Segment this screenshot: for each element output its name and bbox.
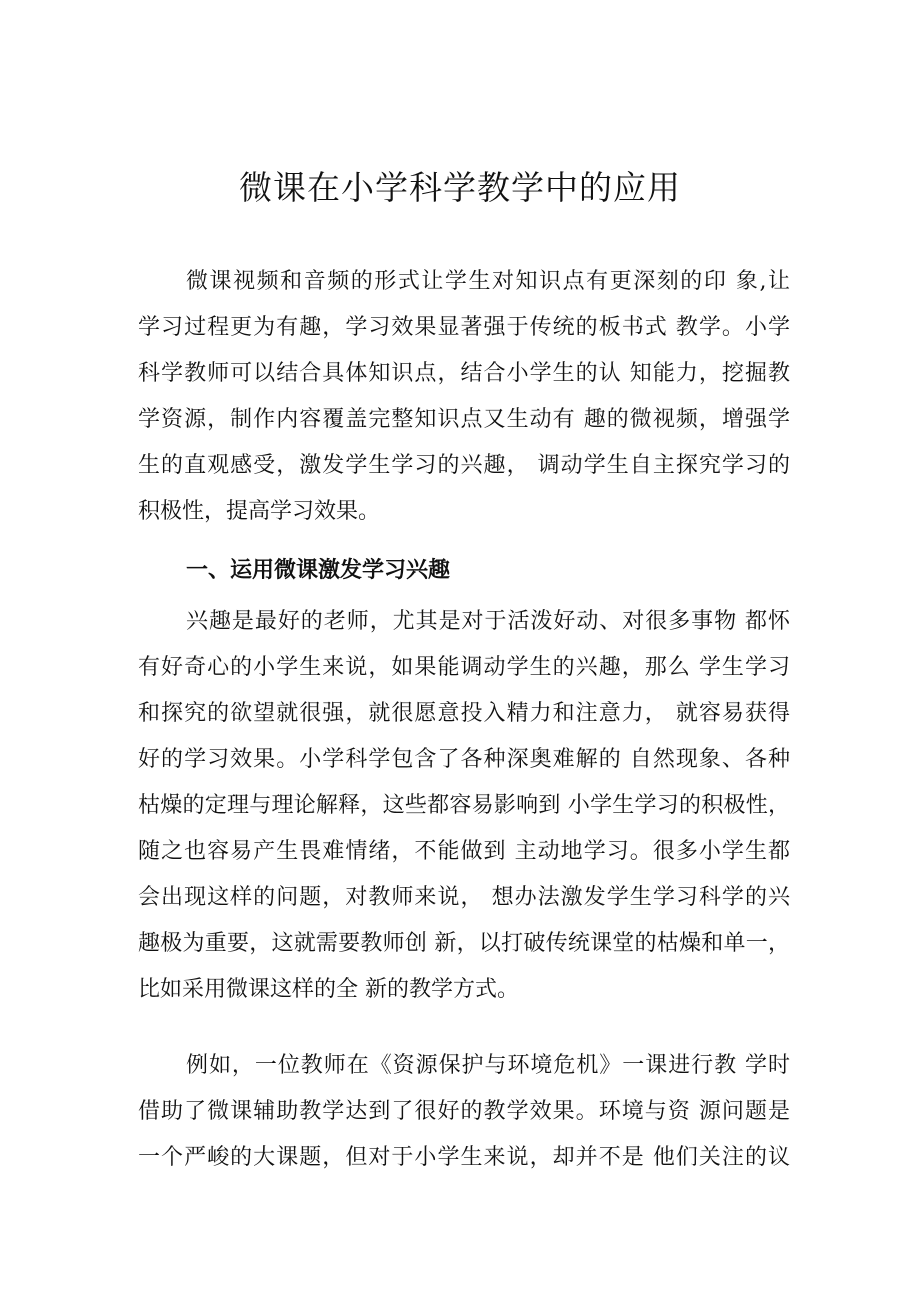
paragraph-line: 例如，一位教师在《资源保护与环境危机》一课进行教 学时 (186, 1053, 790, 1078)
paragraph-interest (138, 599, 790, 1013)
paragraph-line: 借助了微课辅助教学达到了很好的教学效果。环境与资 源问题是 (138, 1099, 790, 1124)
paragraph-line: 好的学习效果。小学科学包含了各种深奥难解的 自然现象、各种 (138, 747, 790, 772)
paragraph-line: 学资源，制作内容覆盖完整知识点又生动有 趣的微视频，增强学 (138, 407, 790, 432)
paragraph-line: 积极性，提高学习效果。 (138, 499, 381, 524)
paragraph-line: 有好奇心的小学生来说，如果能调动学生的兴趣，那么 学生学习 (138, 655, 790, 680)
paragraph-line: 科学教师可以结合具体知识点，结合小学生的认 知能力，挖掘教 (138, 361, 790, 386)
paragraph-line: 和探究的欲望就很强，就很愿意投入精力和注意力， 就容易获得 (138, 701, 790, 726)
page-title: 微课在小学科学教学中的应用 (239, 168, 681, 207)
paragraph-example (138, 1043, 790, 1181)
section-heading (138, 547, 790, 593)
paragraph-line: 会出现这样的问题，对教师来说， 想办法激发学生学习科学的兴 (138, 885, 790, 910)
paragraph-line: 趣极为重要，这就需要教师创 新，以打破传统课堂的枯燥和单一， (138, 931, 790, 956)
paragraph-intro (138, 259, 790, 535)
paragraph-line: 随之也容易产生畏难情绪，不能做到 主动地学习。很多小学生都 (138, 839, 790, 864)
paragraph-line: 学习过程更为有趣，学习效果显著强于传统的板书式 教学。小学 (138, 315, 790, 340)
paragraph-line: 兴趣是最好的老师，尤其是对于活泼好动、对很多事物 都怀 (186, 609, 790, 634)
paragraph-line: 一个严峻的大课题，但对于小学生来说，却并不是 他们关注的议 (138, 1145, 790, 1170)
paragraph-line: 枯燥的定理与理论解释，这些都容易影响到 小学生学习的积极性， (138, 793, 790, 818)
paragraph-line: 生的直观感受，激发学生学习的兴趣， 调动学生自主探究学习的 (138, 453, 790, 478)
paragraph-line: 比如采用微课这样的全 新的教学方式。 (138, 977, 519, 1002)
section-heading-text: 一、运用微课激发学习兴趣 (186, 557, 451, 583)
paragraph-line: 微课视频和音频的形式让学生对知识点有更深刻的印 象,让 (186, 269, 790, 294)
